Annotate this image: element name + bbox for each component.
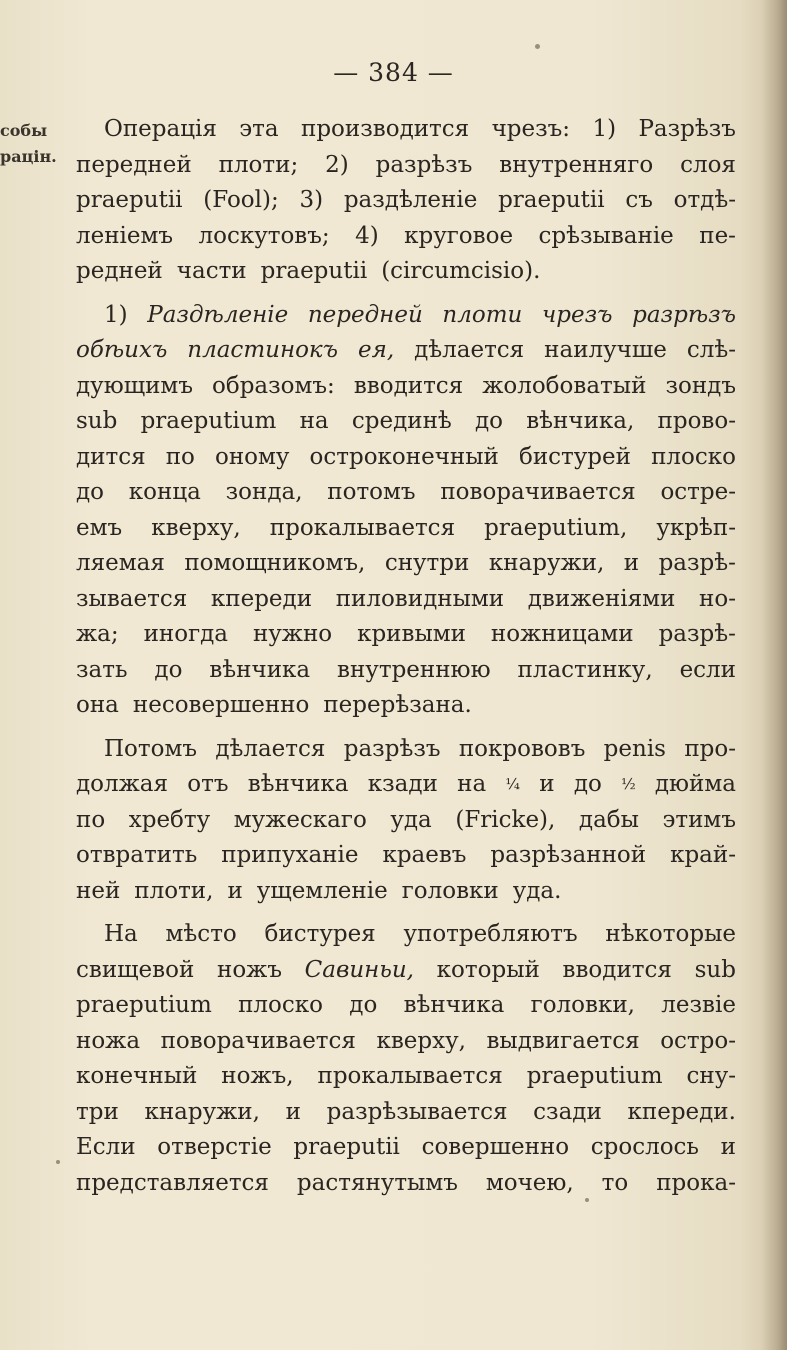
word: кзади — [367, 771, 438, 797]
word: наилучше — [544, 337, 667, 363]
word: поворачивается — [440, 479, 636, 505]
word: по — [165, 443, 195, 470]
word: мочею, — [485, 1169, 574, 1196]
text-line — [76, 404, 736, 440]
word: плоско — [238, 992, 323, 1018]
word: ея, — [357, 337, 395, 363]
word: 3) — [299, 187, 324, 213]
word: части — [176, 258, 247, 284]
paper-spot — [535, 44, 540, 49]
word: который — [436, 956, 540, 983]
word: дюйма — [654, 771, 736, 797]
word: ней — [76, 877, 121, 904]
text-line — [76, 440, 736, 476]
word: хребту — [128, 806, 211, 833]
word: кверху, — [376, 1027, 466, 1054]
word: по — [76, 806, 106, 833]
word: и — [623, 550, 640, 576]
word: чрезъ — [541, 301, 613, 328]
word: прокалывается — [317, 1063, 503, 1089]
word: оному — [214, 443, 290, 470]
word: лоскутовъ; — [198, 222, 330, 249]
text-line — [76, 112, 736, 148]
word: жолобоватый — [482, 372, 647, 399]
word: производится — [301, 116, 470, 142]
word: она — [76, 692, 119, 718]
word: прокалывается — [269, 514, 456, 541]
word: образомъ: — [212, 372, 335, 399]
word: должая — [76, 771, 168, 797]
word: срослось — [590, 1134, 699, 1160]
word: Савиньи, — [304, 956, 414, 983]
text-line — [76, 1166, 736, 1202]
text-line — [76, 511, 736, 547]
word: 1) — [104, 301, 128, 328]
word: слѣ- — [686, 337, 736, 363]
text-line — [76, 874, 736, 910]
word: до — [474, 408, 503, 434]
text-line — [76, 653, 736, 689]
word: бистурей — [518, 443, 631, 470]
word: ножа — [76, 1027, 141, 1054]
word: разрѣзанной — [490, 842, 647, 868]
word: 1) — [592, 116, 617, 142]
word: передней — [76, 151, 192, 178]
word: конца — [128, 479, 201, 505]
text-line — [76, 1024, 736, 1060]
word: иногда — [143, 621, 228, 647]
word: прока- — [656, 1169, 736, 1196]
text-line — [76, 1059, 736, 1095]
word: но- — [699, 585, 736, 612]
word: зондъ — [665, 372, 736, 399]
margin-note-line: собы — [0, 121, 48, 140]
text-line — [76, 219, 736, 255]
word: остро- — [660, 1027, 736, 1054]
word: ¼ — [505, 775, 520, 793]
word: до — [349, 992, 378, 1018]
word: дующимъ — [76, 372, 193, 399]
word: представляется — [76, 1169, 269, 1196]
word: помощникомъ, — [184, 550, 366, 576]
word: конечный — [76, 1063, 198, 1089]
word: и — [720, 1134, 736, 1160]
word: поворачивается — [160, 1027, 356, 1054]
word: sub — [76, 408, 118, 434]
word: На — [104, 921, 138, 947]
word: свищевой — [76, 956, 195, 983]
word: пе- — [699, 222, 736, 249]
word: плоти — [442, 301, 523, 328]
word: praeputii — [260, 258, 368, 284]
word: ляемая — [76, 550, 165, 576]
word: растянутымъ — [296, 1169, 458, 1196]
word: penis — [603, 735, 666, 762]
word: до — [154, 656, 183, 683]
word: разрѣзывается — [326, 1098, 508, 1125]
word: кпереди — [210, 585, 313, 612]
word: сзади — [533, 1098, 602, 1125]
word: этимъ — [662, 806, 736, 833]
word: дабы — [578, 806, 639, 833]
text-line — [76, 1095, 736, 1131]
word: дѣлается — [215, 735, 326, 762]
word: припуханіе — [221, 842, 359, 868]
word: praeputium — [76, 992, 212, 1018]
word: кривыми — [357, 621, 466, 647]
word: разрѣзъ — [343, 735, 441, 762]
page-number-header: — 384 — — [333, 58, 454, 87]
word: плоти; — [218, 151, 299, 178]
word: praeputium — [526, 1063, 663, 1089]
word: снутри — [384, 550, 470, 576]
word: остроконечный — [309, 443, 499, 470]
word: совершенно — [421, 1134, 570, 1160]
word: про- — [684, 735, 736, 762]
word: отъ — [187, 771, 229, 797]
word: вѣнчика, — [526, 408, 635, 434]
word: кпереди. — [627, 1098, 736, 1125]
word: срѣзываніе — [538, 222, 674, 249]
word: отдѣ- — [673, 187, 736, 213]
word: praeputium — [140, 408, 277, 434]
word: чрезъ: — [491, 116, 571, 142]
word: редней — [76, 258, 163, 284]
text-line — [76, 148, 736, 184]
word: головки, — [530, 992, 635, 1018]
word: пластинокъ — [187, 337, 339, 363]
word: то — [601, 1169, 629, 1196]
page-edge-shadow — [761, 0, 787, 1350]
word: ножницами — [490, 621, 634, 647]
word: отверстіе — [157, 1134, 272, 1160]
margin-note-line: рацін. — [0, 147, 57, 166]
word: вѣнчика — [403, 992, 505, 1018]
word: разрѣ- — [658, 621, 736, 647]
word: praeputium, — [484, 514, 628, 541]
text-line — [76, 369, 736, 405]
text-line — [76, 183, 736, 219]
word: мѣсто — [165, 921, 237, 947]
word: Если — [76, 1134, 136, 1160]
word: sub — [694, 956, 736, 983]
word: емъ — [76, 514, 123, 541]
text-line — [76, 953, 736, 989]
word: плоско — [651, 443, 736, 470]
word: Раздѣленіе — [147, 301, 289, 328]
word: обѣихъ — [76, 337, 168, 363]
word: движеніями — [527, 585, 676, 612]
word: praeputii — [76, 187, 183, 213]
word: употребляютъ — [403, 921, 578, 947]
word: съ — [625, 187, 653, 213]
word: ножъ — [216, 956, 282, 983]
word: пиловидными — [335, 585, 505, 612]
word: если — [679, 656, 736, 683]
word: зывается — [76, 585, 188, 612]
word: зонда, — [225, 479, 303, 505]
word: вѣнчика — [209, 656, 311, 683]
word: на — [299, 408, 329, 434]
word: praeputii — [293, 1134, 400, 1160]
word: Операція — [104, 116, 217, 142]
text-line — [76, 803, 736, 839]
word: раздѣленіе — [343, 187, 478, 213]
word: три — [76, 1098, 119, 1125]
text-line — [76, 617, 736, 653]
word: ущемленіе — [256, 877, 388, 904]
word: и — [285, 1098, 301, 1125]
word: вѣнчика — [247, 771, 349, 797]
text-line — [76, 333, 736, 369]
word: зать — [76, 656, 128, 683]
word: внутреннюю — [337, 656, 491, 683]
word: остре- — [660, 479, 736, 505]
word: ножъ, — [221, 1063, 294, 1089]
word: мужескаго — [233, 806, 367, 833]
word: дится — [76, 443, 146, 470]
word: головки — [401, 877, 499, 904]
word: перерѣзана. — [323, 692, 472, 718]
word: дѣлается — [414, 337, 525, 363]
word: кнаружи, — [488, 550, 605, 576]
word: (Fool); — [203, 187, 279, 213]
word: отвратить — [76, 842, 198, 868]
word: леніемъ — [76, 222, 174, 249]
word: уда. — [512, 877, 562, 904]
word: бистурея — [264, 921, 376, 947]
word: передней — [307, 301, 423, 328]
word: внутренняго — [499, 151, 654, 178]
text-line — [76, 767, 736, 803]
word: (circumcisio). — [381, 258, 541, 284]
word: краевъ — [382, 842, 467, 868]
word: прово- — [657, 408, 736, 434]
word: разрѣзъ — [632, 301, 736, 328]
text-line — [76, 546, 736, 582]
word: (Fricke), — [455, 806, 556, 833]
word: нужно — [252, 621, 333, 647]
word: уда — [390, 806, 432, 833]
word: сну- — [686, 1063, 736, 1089]
word: несовершенно — [132, 692, 310, 718]
word: разрѣзъ — [375, 151, 473, 178]
word: и — [227, 877, 243, 904]
word: пластинку, — [517, 656, 653, 683]
word: срединѣ — [351, 408, 452, 434]
word: Разрѣзъ — [638, 116, 736, 142]
text-line — [76, 917, 736, 953]
word: на — [457, 771, 487, 797]
word: до — [76, 479, 105, 505]
word: 2) — [325, 151, 349, 178]
margin-note — [0, 118, 68, 170]
text-line — [76, 988, 736, 1024]
word: praeputii — [498, 187, 605, 213]
text-line — [76, 582, 736, 618]
word: кнаружи, — [144, 1098, 260, 1125]
text-line — [76, 298, 736, 334]
word: покрововъ — [458, 735, 586, 762]
word: укрѣп- — [656, 514, 736, 541]
word: и — [539, 771, 555, 797]
word: 4) — [355, 222, 379, 249]
word: потомъ — [327, 479, 416, 505]
word: вводится — [353, 372, 464, 399]
word: край- — [670, 842, 736, 868]
word: разрѣ- — [658, 550, 736, 576]
word: вводится — [562, 956, 672, 983]
word: слоя — [680, 151, 736, 178]
word: нѣкоторые — [605, 921, 736, 947]
text-line — [76, 475, 736, 511]
paper-spot — [56, 1160, 60, 1164]
word: кверху, — [151, 514, 241, 541]
text-line — [76, 254, 736, 290]
text-line — [76, 688, 736, 724]
word: выдвигается — [486, 1027, 640, 1054]
word: эта — [239, 116, 279, 142]
text-line — [76, 1130, 736, 1166]
word: до — [573, 771, 602, 797]
body-text — [76, 112, 736, 1201]
word: жа; — [76, 621, 119, 647]
paper-spot — [585, 1198, 589, 1202]
word: ½ — [621, 775, 636, 793]
word: круговое — [404, 222, 514, 249]
word: Потомъ — [104, 735, 197, 762]
text-line — [76, 732, 736, 768]
word: плоти, — [134, 877, 214, 904]
text-line — [76, 838, 736, 874]
word: лезвіе — [661, 992, 736, 1018]
